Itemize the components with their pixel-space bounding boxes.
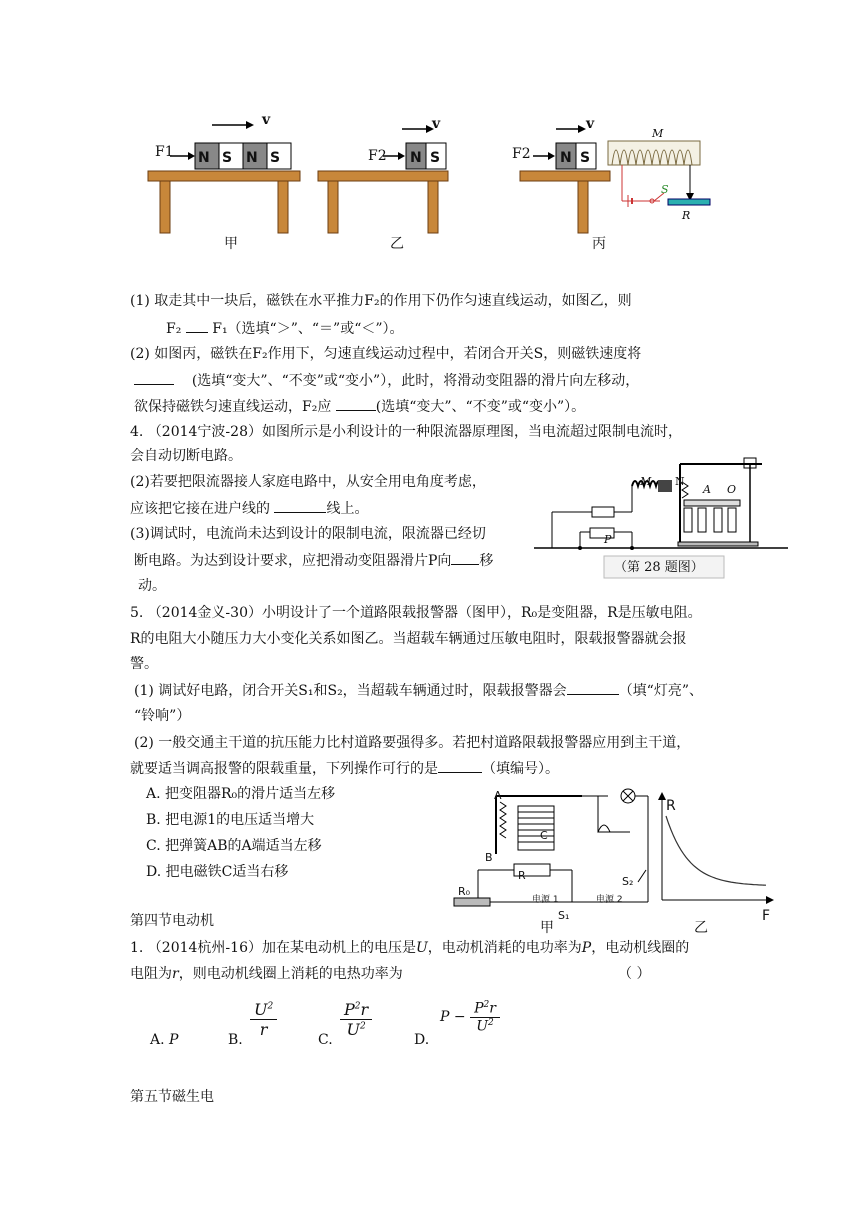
p4-s3a: (3)调试时，电流尚未达到设计的限制电流，限流器已经切 bbox=[130, 526, 486, 542]
coil-m-label: M bbox=[652, 127, 664, 140]
p5-option-d[interactable]: D. 把电磁铁C适当右移 bbox=[146, 864, 289, 880]
limiter-o-label: O bbox=[727, 483, 737, 496]
alarm-r-label: R bbox=[518, 869, 526, 882]
q2-blank2[interactable] bbox=[336, 396, 376, 411]
rheostat-r-label: R bbox=[682, 209, 691, 222]
velocity-label-yi: v bbox=[432, 116, 441, 132]
limiter-fig-caption: （第 28 题图） bbox=[614, 560, 704, 575]
p4-line1: 4. （2014宁波-28）如图所示是小利设计的一种限流器原理图，当电流超过限制电流时， bbox=[130, 424, 682, 440]
power-source-2-label: 电源 2 bbox=[596, 895, 623, 905]
option-a[interactable]: A. P bbox=[150, 1032, 179, 1048]
p5-s1: (1) 调试好电路，闭合开关S₁和S₂，当超载车辆通过时，限载报警器会 （填“灯亮”、 bbox=[134, 680, 703, 701]
section-5-title: 第五节磁生电 bbox=[130, 1089, 214, 1105]
p5-blank2[interactable] bbox=[438, 758, 482, 773]
p5-s2b: 就要适当调高报警的限载重量，下列操作可行的是 （填编号）。 bbox=[130, 758, 559, 779]
answer-paren: （ ） bbox=[618, 966, 651, 982]
magnet-n-bing: N bbox=[560, 150, 572, 166]
p5-s2a: (2) 一般交通主干道的抗压能力比村道路要强得多。若把村道路限载报警器应用到主干道， bbox=[134, 735, 691, 751]
alarm-b-label: B bbox=[485, 851, 493, 864]
switch-s1-label: S₁ bbox=[558, 909, 570, 922]
p4-s2a: (2)若要把限流器接人家庭电路中，从安全用电角度考虑， bbox=[130, 474, 486, 490]
limiter-a-label: A bbox=[703, 483, 711, 496]
q2-line3: 欲保持磁铁匀速直线运动，F₂应 (选填“变大”、“不变”或“变小”）。 bbox=[134, 396, 585, 417]
p4-blank2[interactable] bbox=[451, 550, 479, 565]
magnet-s-bing: S bbox=[580, 150, 591, 166]
option-b-formula: $\frac{U^2}{r}$ bbox=[250, 1000, 277, 1039]
p4-s3b: 断电路。为达到设计要求，应把滑动变阻器滑片P向 移 bbox=[134, 550, 493, 571]
force-f2-label-yi: F2 bbox=[368, 148, 387, 164]
q2-blank1[interactable] bbox=[134, 370, 174, 385]
q2-line1: (2) 如图丙，磁铁在F₂作用下，匀速直线运动过程中，若闭合开关S，则磁铁速度将 bbox=[130, 346, 642, 362]
graph-x-label: F bbox=[762, 908, 771, 924]
alarm-r0-label: R₀ bbox=[458, 885, 471, 898]
p4-s3d: 动。 bbox=[138, 578, 166, 594]
force-f2-label-bing: F2 bbox=[512, 146, 531, 162]
p4-blank1[interactable] bbox=[274, 498, 326, 513]
p5-option-b[interactable]: B. 把电源1的电压适当增大 bbox=[146, 812, 315, 828]
q1-line2: F₂ F₁（选填“＞”、“＝”或“＜”）。 bbox=[166, 318, 404, 339]
switch-s-label: S bbox=[661, 183, 669, 196]
velocity-label-bing: v bbox=[586, 116, 595, 132]
q2-line2: (选填“变大”、“不变”或“变小”），此时，将滑动变阻器的滑片向左移动， bbox=[134, 370, 639, 391]
table-yi bbox=[318, 125, 448, 233]
p5-line2: R的电阻大小随压力大小变化关系如图乙。当超载车辆通过压敏电阻时，限载报警器就会报 bbox=[130, 631, 687, 647]
magnet-s1: S bbox=[222, 150, 233, 166]
option-c-formula: $\frac{P^2r}{U^2}$ bbox=[340, 1000, 372, 1039]
limiter-p-label: P bbox=[604, 533, 612, 546]
switch-s2-label: S₂ bbox=[622, 875, 634, 888]
p5-line3: 警。 bbox=[130, 656, 158, 672]
force-f1-label: F1 bbox=[155, 144, 174, 160]
q1-line1: (1) 取走其中一块后，磁铁在水平推力F₂的作用下仍作匀速直线运动，如图乙，则 bbox=[130, 293, 632, 309]
p5-line1: 5. （2014金义-30）小明设计了一个道路限载报警器（图甲），R₀是变阻器，R是压敏电阻。 bbox=[130, 605, 702, 621]
magnet-n-yi: N bbox=[410, 150, 422, 166]
alarm-fig-caption: 甲 bbox=[540, 920, 554, 936]
magnet-n2: N bbox=[246, 150, 258, 166]
alarm-c-label: C bbox=[540, 829, 548, 842]
option-c[interactable]: C. bbox=[318, 1032, 333, 1048]
option-d[interactable]: D. bbox=[414, 1032, 430, 1048]
p5-blank1[interactable] bbox=[567, 680, 619, 695]
option-d-formula: P − $\frac{P^2r}{U^2}$ bbox=[440, 1000, 500, 1034]
velocity-label: v bbox=[262, 112, 271, 128]
magnet-s-yi: S bbox=[430, 150, 441, 166]
power-source-1-label: 电源 1 bbox=[532, 895, 559, 905]
graph-caption: 乙 bbox=[694, 920, 708, 936]
caption-yi: 乙 bbox=[390, 236, 404, 252]
option-b[interactable]: B. bbox=[228, 1032, 243, 1048]
limiter-n-label: N bbox=[675, 475, 685, 488]
table-jia bbox=[148, 121, 300, 233]
resistance-curve bbox=[666, 816, 766, 885]
alarm-a-label: A bbox=[494, 789, 502, 802]
limiter-m-label: M bbox=[640, 475, 652, 488]
q1-blank[interactable] bbox=[186, 318, 208, 333]
magnet-s2: S bbox=[270, 150, 281, 166]
sec4-q1-line2: 电阻为r，则电动机线圈上消耗的电热功率为 bbox=[130, 966, 403, 982]
magnet-n1: N bbox=[198, 150, 210, 166]
caption-bing: 丙 bbox=[592, 236, 606, 252]
graph-y-label: R bbox=[666, 798, 676, 814]
p5-option-a[interactable]: A. 把变阻器R₀的滑片适当左移 bbox=[146, 786, 336, 802]
section-4-title: 第四节电动机 bbox=[130, 913, 214, 929]
p5-s1c: “铃响”） bbox=[134, 708, 191, 724]
p4-line2: 会自动切断电路。 bbox=[130, 448, 242, 464]
p4-s2b: 应该把它接在进户线的 线上。 bbox=[130, 498, 368, 519]
caption-jia: 甲 bbox=[224, 236, 238, 252]
p5-option-c[interactable]: C. 把弹簧AB的A端适当左移 bbox=[146, 838, 322, 854]
sec4-q1-line1: 1. （2014杭州-16）加在某电动机上的电压是U，电动机消耗的电功率为P，电动机线圈的 bbox=[130, 940, 690, 956]
